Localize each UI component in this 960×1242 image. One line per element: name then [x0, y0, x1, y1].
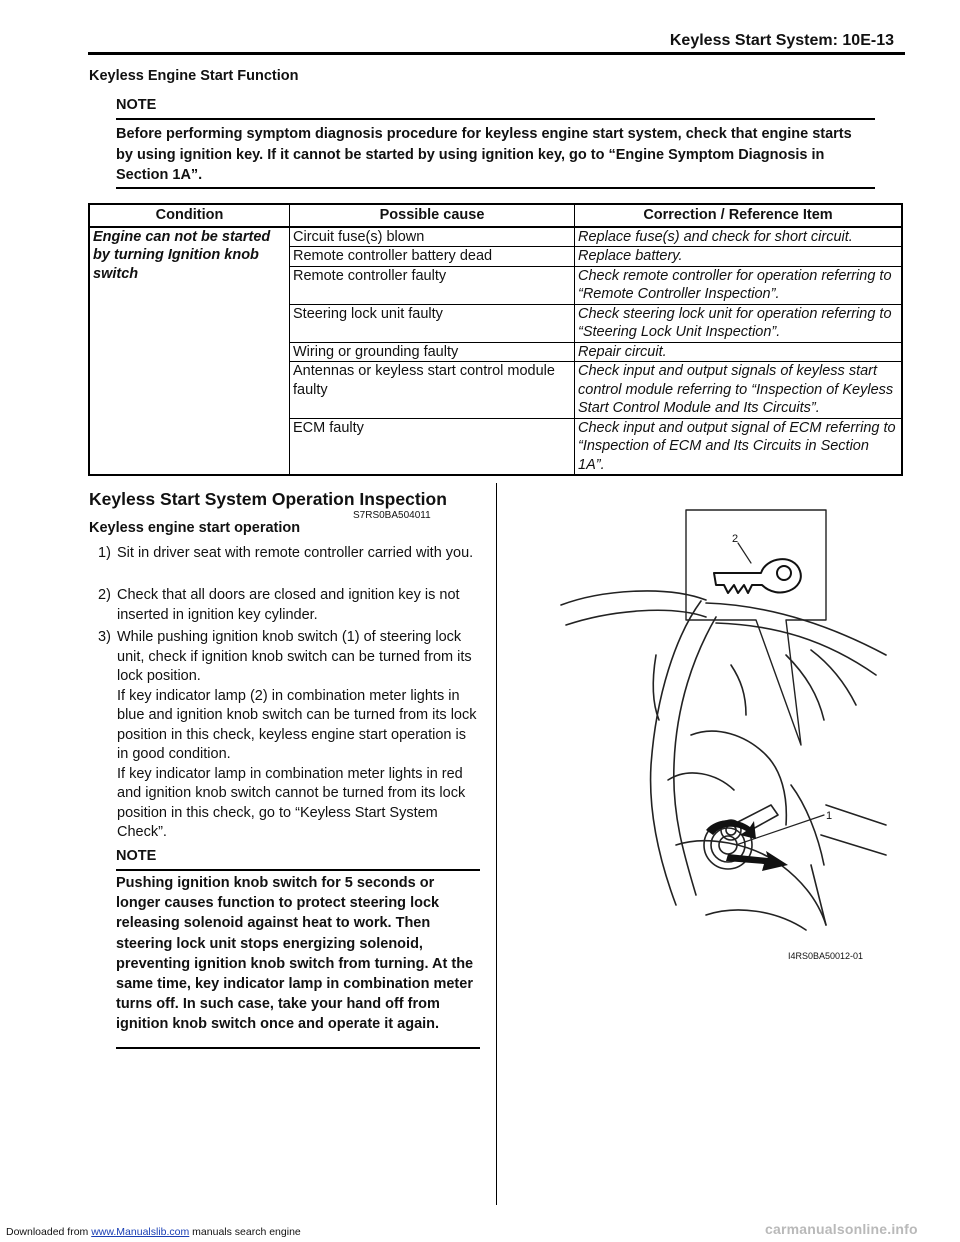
- header-condition: Condition: [89, 204, 290, 227]
- correction-cell: Replace battery.: [575, 247, 903, 267]
- footer-suffix: manuals search engine: [189, 1226, 301, 1238]
- section-title-keyless-engine-start-function: Keyless Engine Start Function: [89, 68, 299, 84]
- cause-cell: Circuit fuse(s) blown: [290, 227, 575, 247]
- footer-download-note: [6, 1226, 301, 1238]
- note-rule-bottom: [116, 187, 875, 189]
- step-2: [98, 586, 478, 625]
- header-rule: [88, 52, 905, 55]
- callout-label-2: 2: [732, 533, 739, 545]
- note-label: NOTE: [116, 97, 157, 113]
- table-header-row: [89, 204, 902, 227]
- footer-prefix: Downloaded from: [6, 1226, 92, 1238]
- step-number: 2): [98, 587, 111, 603]
- cause-cell: ECM faulty: [290, 418, 575, 475]
- cause-cell: Antennas or keyless start control module faulty: [290, 362, 575, 419]
- note-label: NOTE: [116, 848, 157, 864]
- note-rule-bottom: [116, 1047, 480, 1049]
- cause-cell: Steering lock unit faulty: [290, 304, 575, 342]
- note-rule-top: [116, 118, 875, 120]
- subsection-title: Keyless engine start operation: [89, 520, 301, 536]
- column-divider: [496, 483, 497, 1205]
- note-rule-top: [116, 869, 480, 871]
- cause-cell: Remote controller battery dead: [290, 247, 575, 267]
- correction-cell: Check input and output signals of keyless start control module referring to “Inspection of Keyless Start Control Module and Its Circuits”.: [575, 362, 903, 419]
- page-header-title: Keyless Start System: 10E-13: [669, 32, 894, 49]
- cause-cell: Wiring or grounding faulty: [290, 342, 575, 362]
- step-text: If key indicator lamp in combination meter lights in red and ignition knob switch cannot be turned from its lock position in this check, go to “Keyless Start System Check”.: [117, 765, 466, 840]
- step-number: 1): [98, 545, 111, 561]
- correction-cell: Check steering lock unit for operation referring to “Steering Lock Unit Inspection”.: [575, 304, 903, 342]
- steering-ignition-illustration: [556, 505, 906, 945]
- callout-bubble: [686, 510, 826, 745]
- correction-cell: Check remote controller for operation referring to “Remote Controller Inspection”.: [575, 266, 903, 304]
- step-1: [98, 544, 478, 564]
- section-title-operation-inspection: Keyless Start System Operation Inspection: [89, 489, 447, 509]
- correction-cell: Replace fuse(s) and check for short circuit.: [575, 227, 903, 247]
- footer-link[interactable]: www.Manualslib.com: [91, 1226, 190, 1238]
- condition-cell: Engine can not be started by turning Ignition knob switch: [89, 227, 290, 476]
- callout-label-1: 1: [826, 810, 833, 822]
- key-indicator-icon: [714, 559, 801, 593]
- step-text: While pushing ignition knob switch (1) of steering lock unit, check if ignition knob switch can be turned from its lock position.: [117, 629, 472, 684]
- steering-wheel-rim: [561, 591, 706, 605]
- note-text: Before performing symptom diagnosis procedure for keyless engine start system, check that engine starts by using ignition key. If it cannot be started by using ignition key, go to “Engine Symptom Diagnosis in Section 1A”.: [116, 126, 852, 183]
- header-correction: Correction / Reference Item: [575, 204, 903, 227]
- table-row: [89, 227, 902, 247]
- step-text: Sit in driver seat with remote controller carried with you.: [117, 545, 474, 561]
- step-text: Check that all doors are closed and ignition key is not inserted in ignition key cylinder.: [117, 587, 460, 623]
- correction-cell: Check input and output signal of ECM referring to “Inspection of ECM and Its Circuits in Section 1A”.: [575, 418, 903, 475]
- step-number: 3): [98, 629, 111, 645]
- step-3: [98, 628, 478, 843]
- header-possible-cause: Possible cause: [290, 204, 575, 227]
- symptom-diagnosis-table: [88, 203, 903, 476]
- correction-cell: Repair circuit.: [575, 342, 903, 362]
- figure-code: I4RS0BA50012-01: [788, 951, 864, 961]
- section-code: S7RS0BA504011: [353, 510, 431, 521]
- cause-cell: Remote controller faulty: [290, 266, 575, 304]
- watermark: carmanualsonline.info: [765, 1221, 918, 1237]
- step-text: If key indicator lamp (2) in combination meter lights in blue and ignition knob switch can be turned from its lock position in this check, keyless engine start operation is in good condition.: [117, 687, 477, 762]
- note-text: Pushing ignition knob switch for 5 seconds or longer causes function to protect steering lock releasing solenoid against heat to work. Then steering lock unit stops energizing solenoid, preventing ignition knob switch from turning. At the same time, key indicator lamp in combination meter turns off. In such case, take your hand off from ignition knob switch once and operate it again.: [116, 875, 474, 1033]
